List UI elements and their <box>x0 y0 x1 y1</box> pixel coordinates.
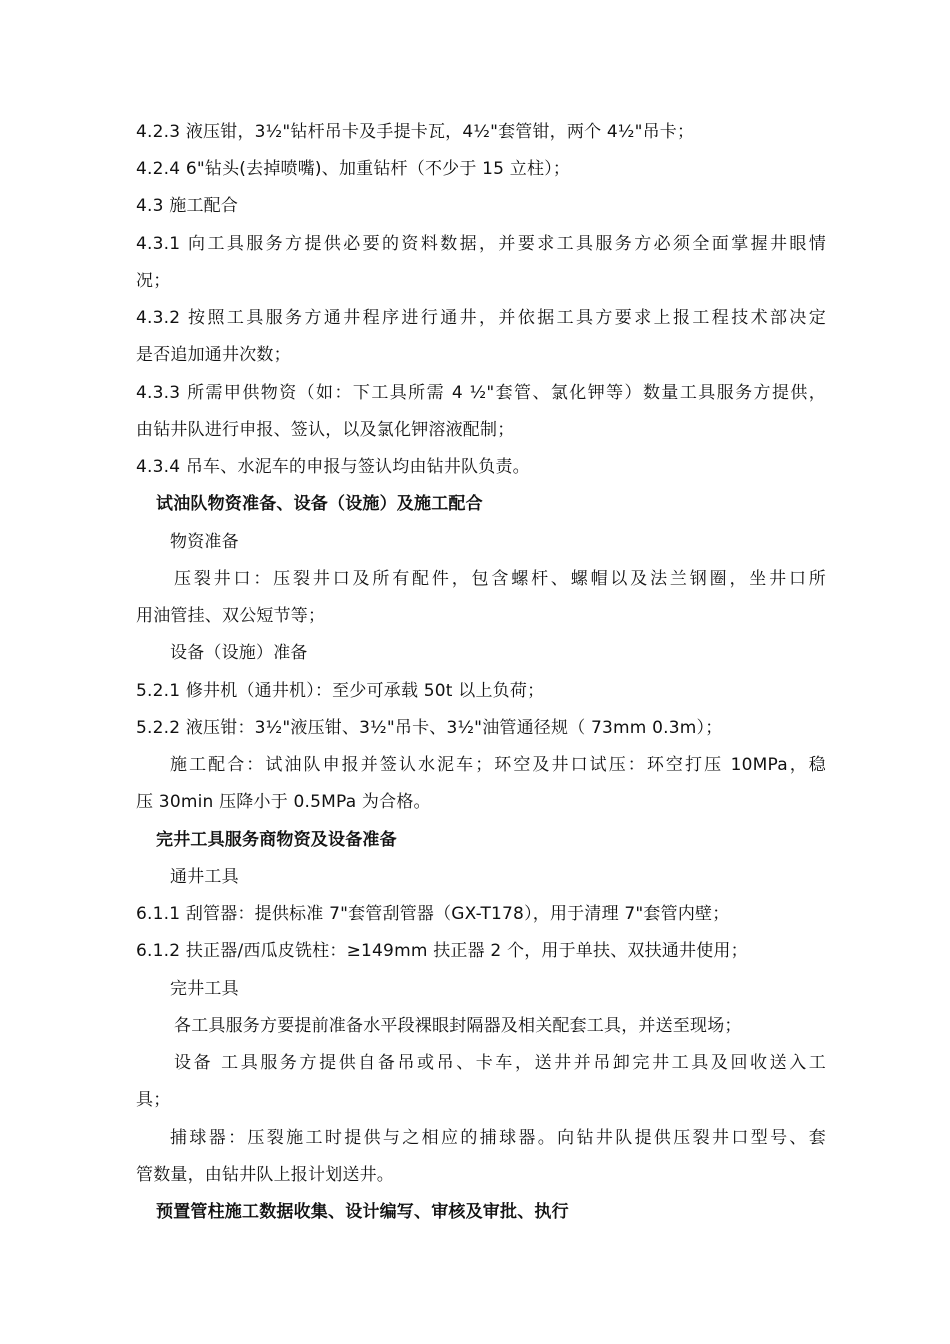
paragraph-ball-catcher-line-2: 管数量，由钻井队上报计划送井。 <box>136 1165 394 1185</box>
section-heading-completion-tools: 完井工具服务商物资及设备准备 <box>156 830 397 850</box>
subheading-completion-tools: 完井工具 <box>170 979 239 999</box>
section-heading-testing-team: 试油队物资准备、设备（设施）及施工配合 <box>156 494 483 514</box>
paragraph-4-2-4: 4.2.4 6"钻头(去掉喷嘴)、加重钻杆（不少于 15 立柱）； <box>136 159 571 179</box>
paragraph-4-3-3-line-1: 4.3.3 所需甲供物资（如：下工具所需 4 ½"套管、氯化钾等）数量工具服务方提供， <box>136 383 826 403</box>
section-heading-pipe-string: 预置管柱施工数据收集、设计编写、审核及审批、执行 <box>156 1202 569 1222</box>
paragraph-equipment-line-2: 具； <box>136 1090 171 1110</box>
paragraph-construction-line-2: 压 30min 压降小于 0.5MPa 为合格。 <box>136 792 431 812</box>
paragraph-4-3-4: 4.3.4 吊车、水泥车的申报与签认均由钻井队负责。 <box>136 457 530 477</box>
paragraph-5-2-2: 5.2.2 液压钳：3½"液压钳、3½"吊卡、3½"油管通径规（ 73mm 0.3m）； <box>136 718 723 738</box>
paragraph-6-1-1: 6.1.1 刮管器：提供标准 7"套管刮管器（GX-T178），用于清理 7"套管内壁； <box>136 904 730 924</box>
subheading-material-prep: 物资准备 <box>170 532 239 552</box>
paragraph-frac-wellhead-line-2: 用油管挂、双公短节等； <box>136 606 326 626</box>
paragraph-4-3-3-line-2: 由钻井队进行申报、签认，以及氯化钾溶液配制； <box>136 420 515 440</box>
subheading-drift-tools: 通井工具 <box>170 867 239 887</box>
paragraph-4-3-2-line-1: 4.3.2 按照工具服务方通井程序进行通井，并依据工具方要求上报工程技术部决定 <box>136 308 826 328</box>
paragraph-4-2-3: 4.2.3 液压钳，3½"钻杆吊卡及手提卡瓦，4½"套管钳，两个 4½"吊卡； <box>136 122 695 142</box>
paragraph-5-2-1: 5.2.1 修井机（通井机）：至少可承载 50t 以上负荷； <box>136 681 545 701</box>
paragraph-equipment-line-1: 设备 工具服务方提供自备吊或吊、卡车，送井并吊卸完井工具及回收送入工 <box>174 1053 826 1073</box>
paragraph-frac-wellhead-line-1: 压裂井口：压裂井口及所有配件，包含螺杆、螺帽以及法兰钢圈，坐井口所 <box>174 569 826 589</box>
subheading-equipment-prep: 设备（设施）准备 <box>170 643 308 663</box>
paragraph-4-3-1-line-1: 4.3.1 向工具服务方提供必要的资料数据，并要求工具服务方必须全面掌握井眼情 <box>136 234 826 254</box>
paragraph-4-3-1-line-2: 况； <box>136 271 171 291</box>
paragraph-ball-catcher-line-1: 捕球器：压裂施工时提供与之相应的捕球器。向钻井队提供压裂井口型号、套 <box>170 1128 826 1148</box>
paragraph-4-3-2-line-2: 是否追加通井次数； <box>136 345 291 365</box>
section-heading-4-3: 4.3 施工配合 <box>136 196 239 216</box>
paragraph-6-1-2: 6.1.2 扶正器/西瓜皮铣柱：≥149mm 扶正器 2 个，用于单扶、双扶通井使用； <box>136 941 748 961</box>
paragraph-packer-prep: 各工具服务方要提前准备水平段裸眼封隔器及相关配套工具，并送至现场； <box>174 1016 742 1036</box>
paragraph-construction-line-1: 施工配合：试油队申报并签认水泥车；环空及井口试压：环空打压 10MPa，稳 <box>170 755 826 775</box>
